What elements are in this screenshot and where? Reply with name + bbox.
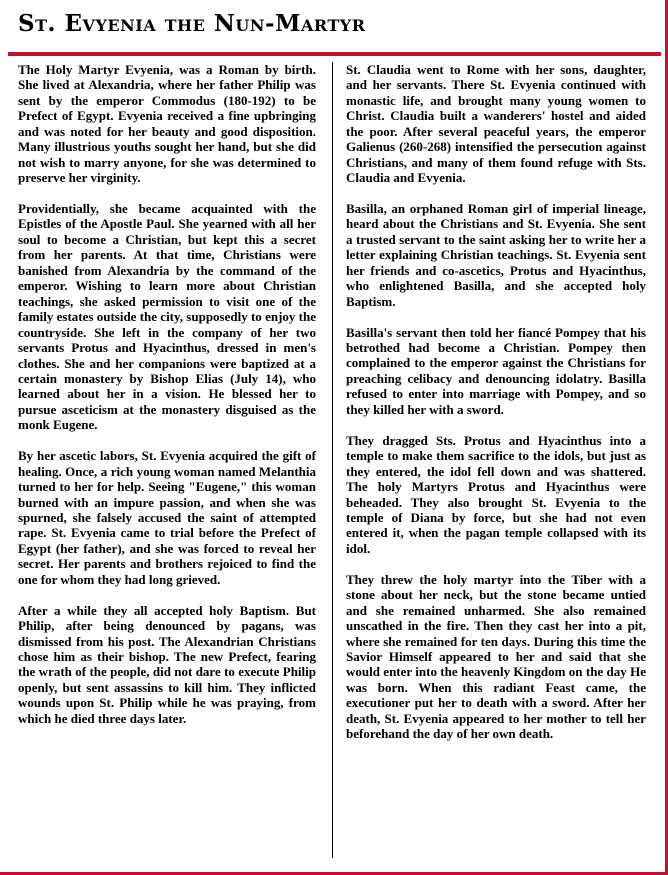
title-divider	[8, 52, 661, 56]
page-title: St. Evyenia the Nun-Martyr	[18, 10, 366, 37]
right-column	[346, 62, 646, 757]
paragraph: The Holy Martyr Evyenia, was a Roman by birth. She lived at Alexandria, where her father Philip was sent by the emperor Commodus (180-192) to be Prefect of Egypt. Evyenia received a fine upbringing and was noted for her beauty and good disposition. Many illustrious youths sought her hand, but she did not wish to marry anyone, for she was determined to preserve her virginity.	[18, 62, 316, 186]
column-divider	[332, 62, 333, 858]
paragraph: They dragged Sts. Protus and Hyacinthus into a temple to make them sacrifice to the idols, but just as they entered, the idol fell down and was shattered. The holy Martyrs Protus and Hyacinthus were beheaded. They also brought St. Evyenia to the temple of Diana by force, but she had not even entered it, when the pagan temple collapsed with its idol.	[346, 432, 646, 556]
paragraph: Basilla's servant then told her fiancé Pompey that his betrothed had become a Christian. Pompey then complained to the emperor against the Christians for preaching celibacy and denouncing idolatry. Basilla refused to enter into marriage with Pompey, and so they killed her with a sword.	[346, 324, 646, 417]
paragraph: St. Claudia went to Rome with her sons, daughter, and her servants. There St. Evyenia continued with monastic life, and brought many young women to Christ. Claudia built a wanderers' hostel and aided the poor. After several peaceful years, the emperor Galienus (260-268) intensified the persecution against Christians, and many of them found refuge with Sts. Claudia and Evyenia.	[346, 62, 646, 186]
paragraph: After a while they all accepted holy Baptism. But Philip, after being denounced by pagans, was dismissed from his post. The Alexandrian Christians chose him as their bishop. The new Prefect, fearing the wrath of the people, did not dare to execute Philip openly, but sent assassins to kill him. They inflicted wounds upon St. Philip while he was praying, from which he died three days later.	[18, 602, 316, 726]
paragraph: By her ascetic labors, St. Evyenia acquired the gift of healing. Once, a rich young woman named Melanthia turned to her for help. Seeing "Eugene," this woman burned with an impure passion, and when she was spurned, she falsely accused the saint of attempted rape. St. Evyenia came to trial before the Prefect of Egypt (her father), and she was forced to reveal her secret. Her parents and brothers rejoiced to find the one for whom they had long grieved.	[18, 448, 316, 587]
left-column	[18, 62, 316, 742]
paragraph: They threw the holy martyr into the Tiber with a stone about her neck, but the stone became untied and she remained unharmed. She also remained unscathed in the fire. Then they cast her into a pit, where she remained for ten days. During this time the Savior Himself appeared to her and said that she would enter into the heavenly Kingdom on the day He was born. When this radiant Feast came, the executioner put her to death with a sword. After her death, St. Evyenia appeared to her mother to tell her beforehand the day of her own death.	[346, 571, 646, 742]
paragraph: Providentially, she became acquainted with the Epistles of the Apostle Paul. She yearned with all her soul to become a Christian, but kept this a secret from her parents. At that time, Christians were banished from Alexandria by the command of the emperor. Wishing to learn more about Christian teachings, she asked permission to visit one of the family estates outside the city, supposedly to enjoy the countryside. She left in the company of her two servants Protus and Hyacinthus, dressed in men's clothes. She and her companions were baptized at a certain monastery by Bishop Elias (July 14), who learned about her in a vision. He blessed her to pursue asceticism at the monastery disguised as the monk Eugene.	[18, 201, 316, 433]
paragraph: Basilla, an orphaned Roman girl of imperial lineage, heard about the Christians and St. Evyenia. She sent a trusted servant to the saint asking her to write her a letter explaining Christian teachings. St. Evyenia sent her friends and co-ascetics, Protus and Hyacinthus, who enlightened Basilla, and she accepted holy Baptism.	[346, 201, 646, 309]
